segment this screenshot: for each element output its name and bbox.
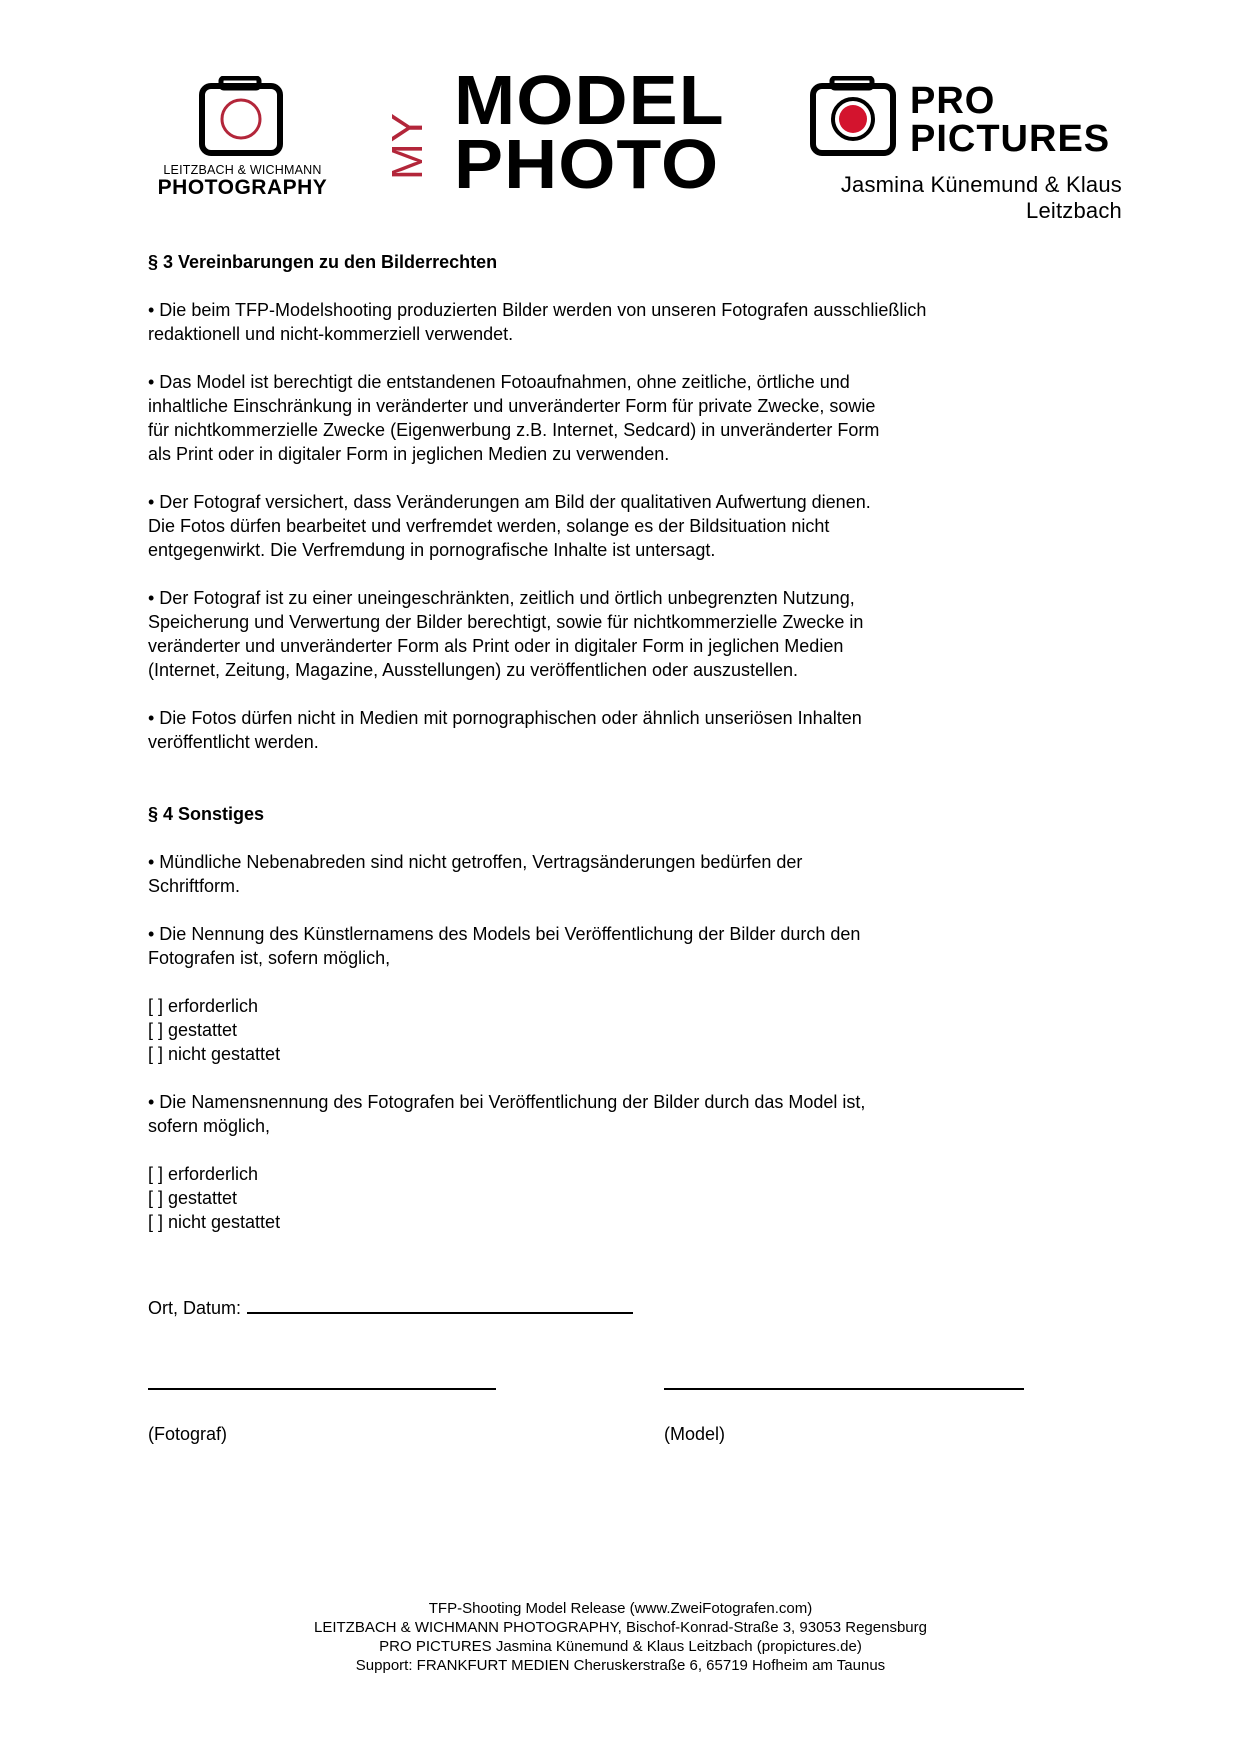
logo-names-text: Jasmina Künemund & Klaus Leitzbach xyxy=(840,172,1122,223)
logo-model-text: MODEL xyxy=(454,61,725,139)
section4-p3-line: • Die Namensnennung des Fotografen bei Veröffentlichung der Bilder durch das Model ist, xyxy=(148,1092,866,1112)
section3-p3-line: Die Fotos dürfen bearbeitet und verfremdet werden, solange es der Bildsituation nicht xyxy=(148,516,830,536)
contract-body xyxy=(148,250,1088,1234)
section3-p4-line: Speicherung und Verwertung der Bilder berechtigt, sowie für nichtkommerzielle Zwecke in xyxy=(148,612,864,632)
footer-line: TFP-Shooting Model Release (www.ZweiFotografen.com) xyxy=(428,1600,813,1617)
section3-p2-line: als Print oder in digitaler Form in jeglichen Medien zu verwenden. xyxy=(148,444,670,464)
logo-photo-text: PHOTO xyxy=(454,125,720,203)
section3-p5-line: • Die Fotos dürfen nicht in Medien mit pornographischen oder ähnlich unseriösen Inhalten xyxy=(148,708,862,728)
camera-icon xyxy=(199,76,283,156)
logo-leitzbach-wichmann xyxy=(150,76,335,198)
section3-p2-line: inhaltliche Einschränkung in veränderter und unveränderter Form für private Zwecke, sowie xyxy=(148,396,876,416)
option-checkbox-required[interactable]: [ ] erforderlich xyxy=(148,1164,259,1184)
section4-p1-line: Schriftform. xyxy=(148,876,241,896)
footer-line: Support: FRANKFURT MEDIEN Cheruskerstraße 6, 65719 Hofheim am Taunus xyxy=(355,1657,886,1674)
section3-p2-line: • Das Model ist berechtigt die entstandenen Fotoaufnahmen, ohne zeitliche, örtliche und xyxy=(148,372,850,392)
place-date-row xyxy=(148,1296,633,1320)
place-date-label: Ort, Datum: xyxy=(148,1298,242,1318)
section3-p4-line: (Internet, Zeitung, Magazine, Ausstellungen) zu veröffentlichen oder auszustellen. xyxy=(148,660,799,680)
logo-pro-text: PRO xyxy=(910,80,996,122)
logo-left-line1: LEITZBACH & WICHMANN xyxy=(163,163,322,177)
section4-p2-line: Fotografen ist, sofern möglich, xyxy=(148,948,391,968)
section3-p4-line: • Der Fotograf ist zu einer uneingeschränkten, zeitlich und örtlich unbegrenzten Nutzung, xyxy=(148,588,855,608)
footer-line: PRO PICTURES Jasmina Künemund & Klaus Leitzbach (propictures.de) xyxy=(379,1638,862,1655)
option-checkbox-allowed[interactable]: [ ] gestattet xyxy=(148,1020,238,1040)
section3-heading: § 3 Vereinbarungen zu den Bilderrechten xyxy=(148,252,498,272)
logo-my-model-photo xyxy=(383,61,738,203)
place-date-field[interactable] xyxy=(247,1296,633,1314)
section3-p1-line: • Die beim TFP-Modelshooting produzierten Bilder werden von unseren Fotografen ausschließlich xyxy=(148,300,927,320)
section4-heading: § 4 Sonstiges xyxy=(148,804,265,824)
option-checkbox-not-allowed[interactable]: [ ] nicht gestattet xyxy=(148,1212,281,1232)
section3-p3-line: • Der Fotograf versichert, dass Veränderungen am Bild der qualitativen Aufwertung dienen. xyxy=(148,492,871,512)
logo-pro-pictures xyxy=(810,76,1130,223)
model-label: (Model) xyxy=(664,1424,726,1444)
photographer-signature-line[interactable] xyxy=(148,1388,496,1390)
section3-p4-line: veränderter und unveränderter Form als Print oder in digitaler Form in jeglichen Medien xyxy=(148,636,844,656)
footer-line: LEITZBACH & WICHMANN PHOTOGRAPHY, Bischof-Konrad-Straße 3, 93053 Regensburg xyxy=(313,1619,927,1636)
option-checkbox-not-allowed[interactable]: [ ] nicht gestattet xyxy=(148,1044,281,1064)
section3-p5-line: veröffentlicht werden. xyxy=(148,732,319,752)
section4-p2-line: • Die Nennung des Künstlernamens des Models bei Veröffentlichung der Bilder durch den xyxy=(148,924,861,944)
model-signature-line[interactable] xyxy=(664,1388,1024,1390)
section3-p2-line: für nichtkommerzielle Zwecke (Eigenwerbung z.B. Internet, Sedcard) in unveränderter Form xyxy=(148,420,880,440)
option-checkbox-required[interactable]: [ ] erforderlich xyxy=(148,996,259,1016)
section4-p3-line: sofern möglich, xyxy=(148,1116,271,1136)
photographer-label: (Fotograf) xyxy=(148,1424,228,1444)
logo-my-text: MY xyxy=(383,112,432,180)
camera-icon xyxy=(810,76,896,156)
section3-p3-line: entgegenwirkt. Die Verfremdung in pornografische Inhalte ist untersagt. xyxy=(148,540,716,560)
logo-left-line2: PHOTOGRAPHY xyxy=(157,176,328,199)
section4-p1-line: • Mündliche Nebenabreden sind nicht getroffen, Vertragsänderungen bedürfen der xyxy=(148,852,803,872)
option-checkbox-allowed[interactable]: [ ] gestattet xyxy=(148,1188,238,1208)
page-footer xyxy=(0,1599,1241,1675)
section3-p1-line: redaktionell und nicht-kommerziell verwendet. xyxy=(148,324,514,344)
logo-pictures-text: PICTURES xyxy=(910,118,1111,160)
